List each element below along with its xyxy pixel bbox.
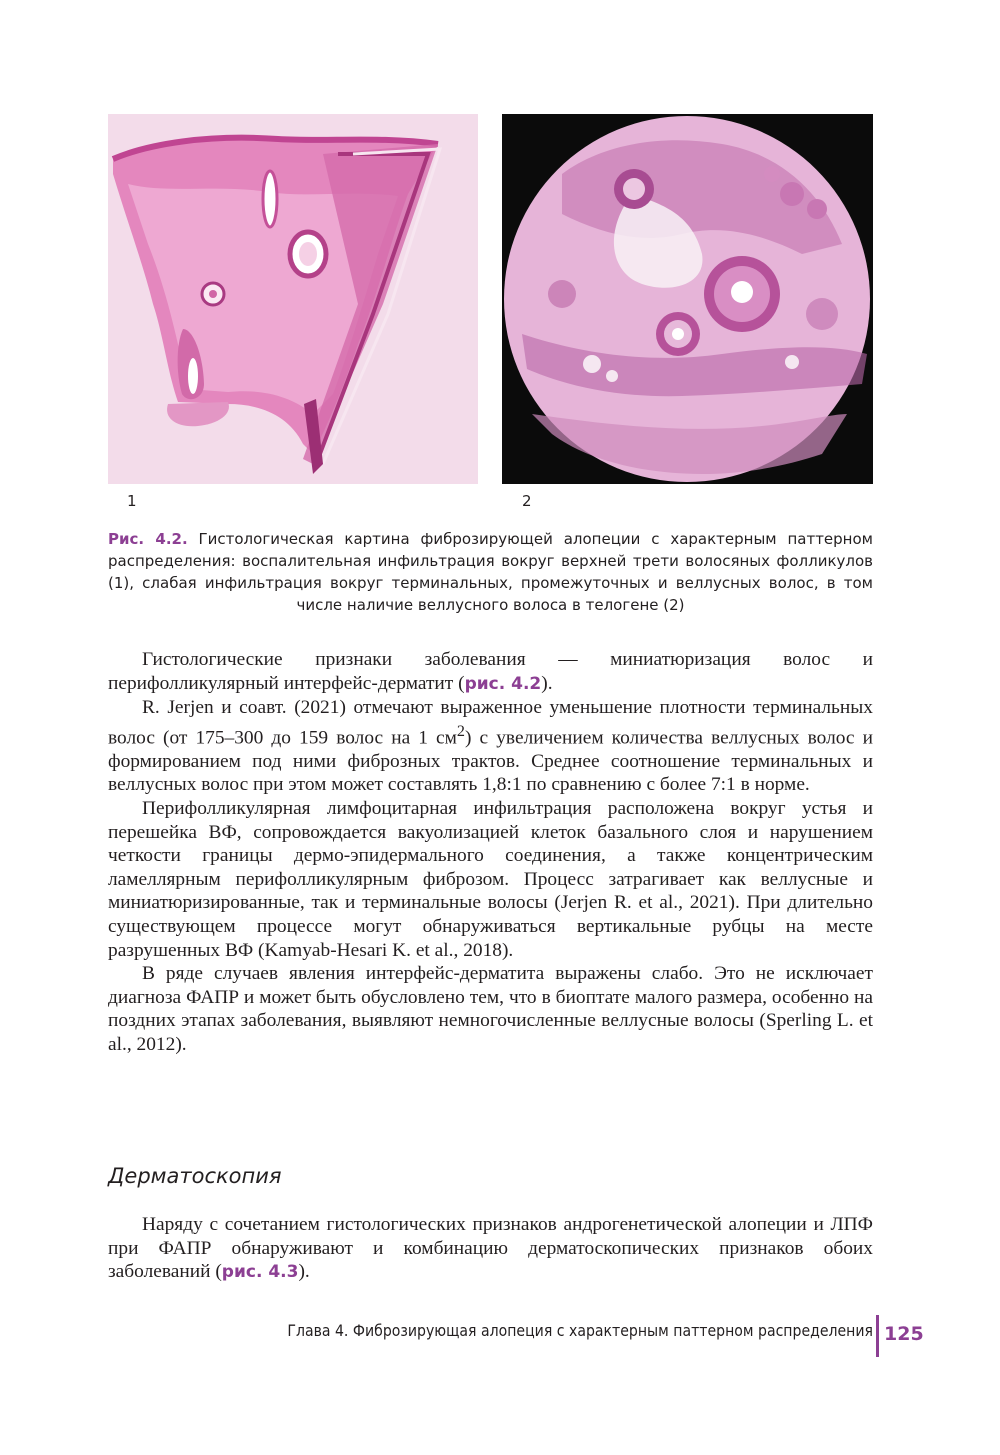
figure-label-1: 1 (127, 492, 137, 510)
histology-image-1 (108, 114, 478, 484)
superscript-2: 2 (456, 722, 465, 740)
running-footer: Глава 4. Фиброзирующая алопеция с характерным паттерном распределения (287, 1321, 873, 1340)
caption-text: Гистологическая картина фиброзирующей алопеции с характерным паттерном распределения: воспалительная инфильтрация вокруг верхней трети волосяных фолликулов (1), слабая инфильтрация вокруг терминальных, промежуточных и веллусных волос, в том числе наличие веллусного волоса в телогене (2) (108, 530, 873, 614)
page-number: 125 (884, 1323, 924, 1345)
paragraph-1-end: ). (541, 672, 553, 694)
figure-ref-4-3[interactable]: рис. 4.3 (221, 1262, 299, 1283)
paragraph-1 (108, 648, 873, 696)
paragraph-2-text: R. Jerjen и соавт. (2021) отмечают выраженное уменьшение плотности терминальных волос (от 175–300 до 159 волос на 1 см (108, 697, 873, 749)
paragraph-3: Перифолликулярная лимфоцитарная инфильтрация расположена вокруг устья и перешейка ВФ, сопровождается вакуолизацией клеток базального слоя и нарушением четкости границы дермо-эпидермального соединения, а также концентрическим ламеллярным перифолликулярным фиброзом. Процесс затрагивает как веллусные и миниатюризированные, так и терминальные волосы (Jerjen R. et al., 2021). При длительно существующем процессе могут обнаруживаться вертикальные рубцы на месте разрушенных ВФ (Kamyab-Hesari K. et al., 2018). (108, 798, 873, 961)
figure-4-2 (108, 114, 873, 484)
section-paragraph-1-text: Наряду с сочетанием гистологических признаков андрогенетической алопеции и ЛПФ при ФАПР обнаруживают и комбинацию дерматоскопических признаков обоих заболеваний ( (108, 1214, 873, 1283)
paragraph-1-text: Гистологические признаки заболевания — миниатюризация волос и перифолликулярный интерфейс-дерматит ( (108, 649, 873, 694)
section-paragraph-1-end: ). (298, 1261, 310, 1283)
figure-caption (108, 528, 873, 616)
section-paragraph-1 (108, 1213, 873, 1285)
section-text (108, 1213, 873, 1285)
histology-image-2 (502, 114, 873, 484)
figure-label-2: 2 (522, 492, 532, 510)
section-heading: Дерматоскопия (108, 1164, 282, 1188)
figure-ref-4-2[interactable]: рис. 4.2 (464, 673, 542, 694)
body-text (108, 648, 873, 1057)
footer-divider (876, 1315, 879, 1357)
paragraph-2-end: ) с увеличением количества веллусных волос и формированием под ними фиброзных трактов. Среднее соотношение терминальных и веллусных волос при этом может составлять 1,8:1 по сравнению с более 7:1 в норме. (108, 727, 873, 796)
paragraph-4: В ряде случаев явления интерфейс-дерматита выражены слабо. Это не исключает диагноза ФАПР и может быть обусловлено тем, что в биоптате малого размера, особенно на поздних этапах заболевания, выявляют немногочисленные веллусные волосы (Sperling L. et al., 2012). (108, 963, 873, 1055)
caption-lead: Рис. 4.2. (108, 530, 188, 548)
paragraph-2 (108, 696, 873, 797)
